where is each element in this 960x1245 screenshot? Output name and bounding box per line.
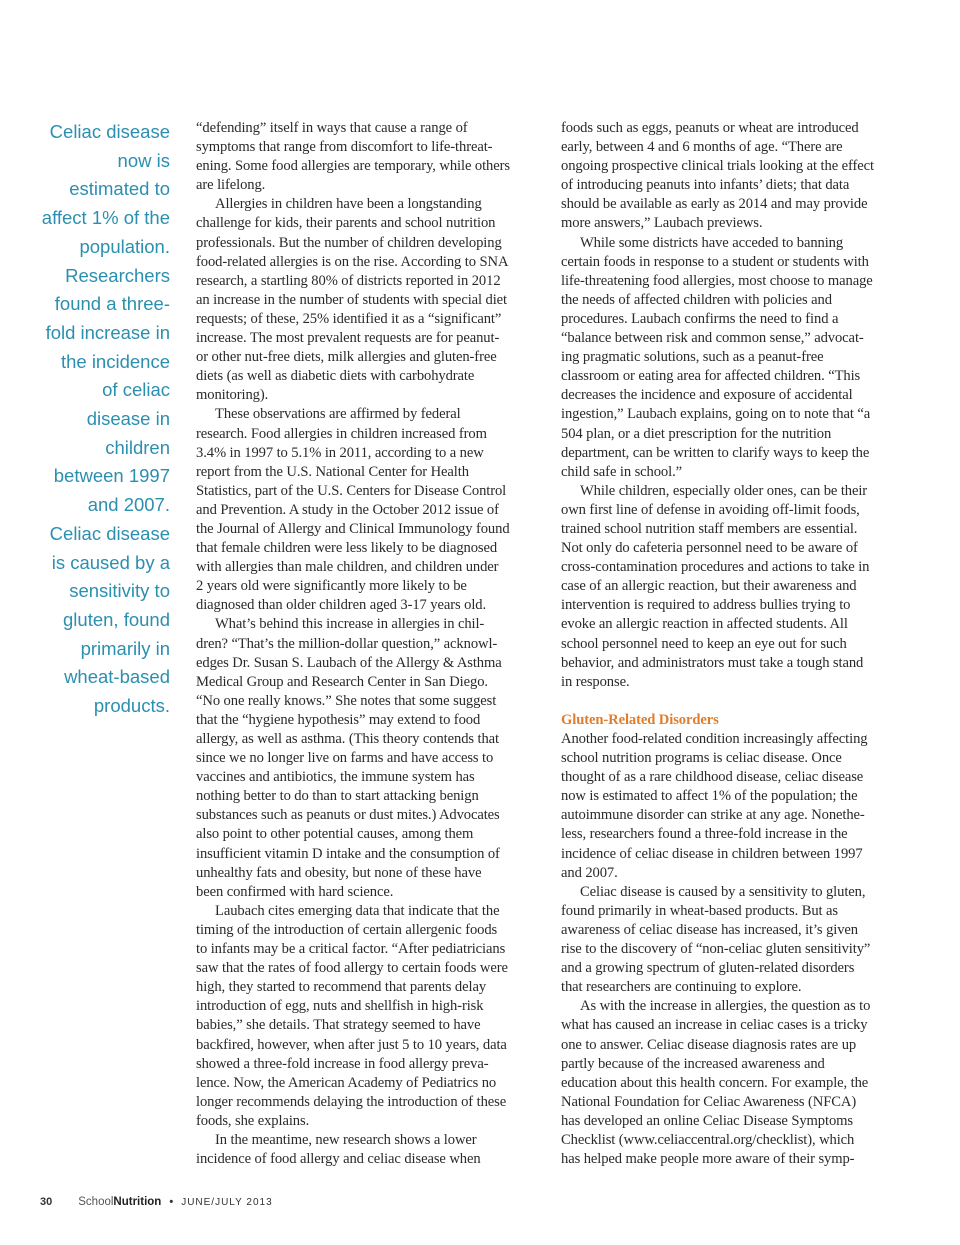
body-text-line: trained school nutrition staff members are essential.	[561, 520, 858, 537]
magazine-name-part-2: Nutrition	[113, 1196, 162, 1208]
body-text-line: one to answer. Celiac disease diagnosis rates are up	[561, 1036, 857, 1053]
body-text-line: has helped make people more aware of their symp-	[561, 1151, 855, 1168]
body-text-line: diets (as well as diabetic diets with carbohydrate	[196, 368, 475, 385]
pull-quote-line: disease in	[86, 408, 170, 430]
body-text-line: Another food-related condition increasingly affecting	[561, 731, 868, 747]
body-text-line: high, they started to recommend that parents delay	[196, 979, 487, 996]
body-text-line: As with the increase in allergies, the question as to	[580, 998, 871, 1015]
body-text-line: child safe in school.”	[561, 463, 682, 480]
page-number: 30	[40, 1196, 53, 1208]
pull-quote-line: wheat-based	[64, 666, 170, 688]
body-text-line: nothing better to do than to start attacking benign	[196, 788, 479, 805]
body-text-line: symptoms that range from discomfort to life-threat-	[196, 139, 493, 156]
body-text-line: school personnel need to keep an eye out for such	[561, 635, 847, 652]
body-text-line: life-threatening food allergies, most choose to manage	[561, 272, 873, 289]
body-text-line: ing pragmatic solutions, such as a peanut-free	[561, 349, 824, 366]
body-text-line: department, can be written to clarify ways to keep the	[561, 444, 870, 461]
body-text-line: incidence of food allergy and celiac disease when	[196, 1151, 481, 1168]
article-column-2	[561, 119, 911, 1169]
body-text-line: report from the U.S. National Center for Health	[196, 463, 469, 480]
pull-quote-line: between 1997	[53, 465, 170, 487]
pull-quote-line: found a three-	[54, 293, 170, 315]
pull-quote-line: of celiac	[102, 379, 170, 401]
body-text-line: saw that the rates of food allergy to certain foods were	[196, 960, 508, 977]
body-text-line: behavior, and administrators must take a tough stand	[561, 654, 864, 671]
body-text-line: intervention is required to address bullies trying to	[561, 597, 851, 614]
body-text-line: with allergies than male children, and children under	[196, 559, 499, 576]
body-text-line: partly because of the increased awareness and	[561, 1055, 825, 1072]
body-text-line: insufficient vitamin D intake and the consumption of	[196, 845, 500, 862]
pull-quote-line: sensitivity to	[69, 580, 170, 602]
body-text-line: been confirmed with hard science.	[196, 883, 394, 900]
body-text-line: certain foods in response to a student or students with	[561, 253, 869, 270]
body-text-line: professionals. But the number of children developing	[196, 234, 502, 251]
body-text-line: since we no longer live on farms and have access to	[196, 750, 494, 767]
body-text-line: ongoing prospective clinical trials looking at the effect	[561, 158, 874, 175]
body-text-line: backfired, however, when after just 5 to 10 years, data	[196, 1036, 507, 1053]
article-column-1	[196, 119, 546, 1169]
body-text-line: Checklist (www.celiaccentral.org/checklist), which	[561, 1131, 855, 1148]
pull-quote	[30, 118, 170, 721]
pull-quote-line: gluten, found	[63, 608, 170, 630]
section-subheading: Gluten-Related Disorders	[561, 711, 719, 728]
body-text-line: “defending” itself in ways that cause a range of	[196, 120, 468, 136]
body-text-line: less, researchers found a three-fold increase in the	[561, 826, 848, 843]
body-text-line: Allergies in children have been a longstanding	[215, 196, 482, 213]
body-text-line: ingestion,” Laubach explains, going on to note that “a	[561, 406, 871, 423]
body-text-line: what has caused an increase in celiac cases is a tricky	[561, 1017, 868, 1034]
body-text-line: Statistics, part of the U.S. Centers for Disease Control	[196, 482, 507, 499]
body-text-line: timing of the introduction of certain allergenic foods	[196, 921, 498, 938]
body-text-line: 504 plan, or a diet prescription for the nutrition	[561, 425, 832, 442]
body-text-line: While children, especially older ones, can be their	[580, 482, 868, 499]
body-text-line: thought of as a rare childhood disease, celiac disease	[561, 769, 864, 786]
body-text-line: ening. Some food allergies are temporary, while others	[196, 158, 510, 175]
body-text-line: foods such as eggs, peanuts or wheat are introduced	[561, 120, 859, 136]
body-text-line: an increase in the number of students with special diet	[196, 291, 508, 308]
body-text-line: more answers,” Laubach previews.	[561, 215, 763, 232]
body-text-line: introduction of egg, nuts and shellfish in high-risk	[196, 998, 484, 1015]
body-text-line: the Journal of Allergy and Clinical Immunology found	[196, 520, 510, 537]
body-text-line: Not only do cafeteria personnel need to be aware of	[561, 540, 858, 557]
issue-date: JUNE/JULY 2013	[181, 1197, 273, 1208]
body-text-line: to infants may be a critical factor. “After pediatricians	[196, 941, 506, 958]
body-text-line: has developed an online Celiac Disease Symptoms	[561, 1112, 853, 1129]
pull-quote-line: population.	[79, 235, 170, 257]
body-text-line: What’s behind this increase in allergies in chil-	[215, 616, 485, 633]
body-text-line: requests; of these, 25% identified it as a “significant”	[196, 310, 502, 327]
pull-quote-line: Celiac disease	[49, 121, 170, 142]
body-text-line: Celiac disease is caused by a sensitivity to gluten,	[580, 883, 866, 900]
body-text-line: and a growing spectrum of gluten-related disorders	[561, 960, 855, 977]
pull-quote-line: Celiac disease	[49, 522, 170, 544]
body-text-line: lence. Now, the American Academy of Pediatrics no	[196, 1074, 497, 1091]
body-text-line: now is estimated to affect 1% of the population; the	[561, 788, 858, 805]
body-text-line: evoke an allergic reaction in affected students. All	[561, 616, 848, 633]
pull-quote-line: affect 1% of the	[41, 207, 170, 229]
footer-separator: •	[169, 1196, 174, 1208]
pull-quote-line: products.	[93, 695, 170, 717]
body-text-line: showed a three-fold increase in food allergy preva-	[196, 1055, 489, 1072]
body-text-line: classroom or eating area for affected children. “This	[561, 368, 861, 385]
body-text-line: research. Food allergies in children increased from	[196, 425, 487, 442]
body-text-line: challenge for kids, their parents and school nutrition	[196, 215, 496, 232]
body-text-line: should be available as early as 2014 and may provide	[561, 196, 868, 213]
body-text-line: incidence of celiac disease in children between 1997	[561, 845, 863, 862]
body-text-line: 3.4% in 1997 to 5.1% in 2011, according to a new	[196, 444, 484, 461]
body-text-line: food-related allergies is on the rise. According to SNA	[196, 253, 509, 270]
body-text-line: that the “hygiene hypothesis” may extend to food	[196, 711, 481, 728]
body-text-line: edges Dr. Susan S. Laubach of the Allergy & Asthma	[196, 654, 502, 671]
body-text-line: or other nut-free diets, milk allergies and gluten-free	[196, 349, 497, 366]
body-text-line: dren? “That’s the million-dollar question,” acknowl-	[196, 635, 498, 652]
body-text-line: allergy, as well as asthma. (This theory contends that	[196, 731, 500, 747]
body-text-line: and 2007.	[561, 864, 618, 881]
pull-quote-line: now is	[117, 149, 170, 171]
pull-quote-line: estimated to	[69, 178, 170, 200]
body-text-line: rise to the discovery of “non-celiac gluten sensitivity”	[561, 941, 871, 958]
magazine-name-part-1: School	[78, 1196, 114, 1208]
body-text-line: cross-contamination procedures and actions to take in	[561, 559, 870, 576]
body-text-line: babies,” she details. That strategy seemed to have	[196, 1017, 481, 1034]
body-text-line: early, between 4 and 6 months of age. “There are	[561, 139, 843, 156]
body-text-line: education about this health concern. For example, the	[561, 1074, 869, 1091]
body-text-line: substances such as peanuts or dust mites.) Advocates	[196, 807, 500, 824]
body-text-line: increase. The most prevalent requests are for peanut-	[196, 330, 500, 347]
pull-quote-line: primarily in	[80, 637, 170, 659]
body-text-line: awareness of celiac disease has increased, it’s given	[561, 921, 858, 938]
body-text-line: case of an allergic reaction, but their awareness and	[561, 578, 857, 595]
body-text-line: monitoring).	[196, 387, 269, 404]
body-text-line: In the meantime, new research shows a lower	[215, 1131, 477, 1148]
pull-quote-line: fold increase in	[45, 321, 170, 343]
body-text-line: research, a startling 80% of districts reported in 2012	[196, 272, 501, 289]
body-text-line: longer recommends delaying the introduction of these	[196, 1093, 507, 1110]
pull-quote-line: and 2007.	[87, 494, 170, 516]
body-text-line: “No one really knows.” She notes that some suggest	[196, 692, 497, 709]
body-text-line: unhealthy fats and obesity, but none of these have	[196, 864, 482, 881]
pull-quote-line: the incidence	[60, 350, 170, 372]
body-text-line: These observations are affirmed by federal	[215, 406, 461, 423]
body-text-line: also point to other potential causes, among them	[196, 826, 474, 843]
body-text-line: foods, she explains.	[196, 1112, 310, 1129]
body-text-line: are lifelong.	[196, 177, 266, 194]
pull-quote-line: Researchers	[65, 264, 170, 286]
body-text-line: diagnosed than older children aged 3-17 years old.	[196, 597, 487, 614]
body-text-line: that researchers are continuing to explore.	[561, 979, 802, 996]
body-text-line: autoimmune disorder can strike at any age. Nonethe-	[561, 807, 865, 824]
body-text-line: procedures. Laubach confirms the need to find a	[561, 310, 839, 327]
body-text-line: “balance between risk and common sense,” advocat-	[561, 330, 864, 347]
paragraph-gap	[561, 692, 911, 711]
body-text-line: found primarily in wheat-based products. But as	[561, 902, 838, 919]
body-text-line: and Prevention. A study in the October 2012 issue of	[196, 501, 499, 518]
body-text-line: school nutrition programs is celiac disease. Once	[561, 750, 842, 767]
page-footer	[40, 1196, 273, 1208]
body-text-line: Medical Group and Research Center in San Diego.	[196, 673, 488, 690]
pull-quote-line: children	[105, 436, 170, 458]
body-text-line: While some districts have acceded to banning	[580, 234, 844, 251]
body-text-line: 2 years old were significantly more likely to be	[196, 578, 467, 595]
body-text-line: of introducing peanuts into infants’ diets; that data	[561, 177, 850, 194]
body-text-line: vaccines and antibiotics, the immune system has	[196, 769, 475, 786]
body-text-line: decreases the incidence and exposure of accidental	[561, 387, 853, 404]
body-text-line: in response.	[561, 673, 630, 690]
pull-quote-line: is caused by a	[51, 551, 170, 573]
body-text-line: own first line of defense in avoiding off-limit foods,	[561, 501, 860, 518]
body-text-line: National Foundation for Celiac Awareness (NFCA)	[561, 1093, 857, 1110]
body-text-line: the needs of affected children with policies and	[561, 291, 832, 308]
body-text-line: that female children were less likely to be diagnosed	[196, 540, 498, 557]
body-text-line: Laubach cites emerging data that indicate that the	[215, 902, 500, 919]
